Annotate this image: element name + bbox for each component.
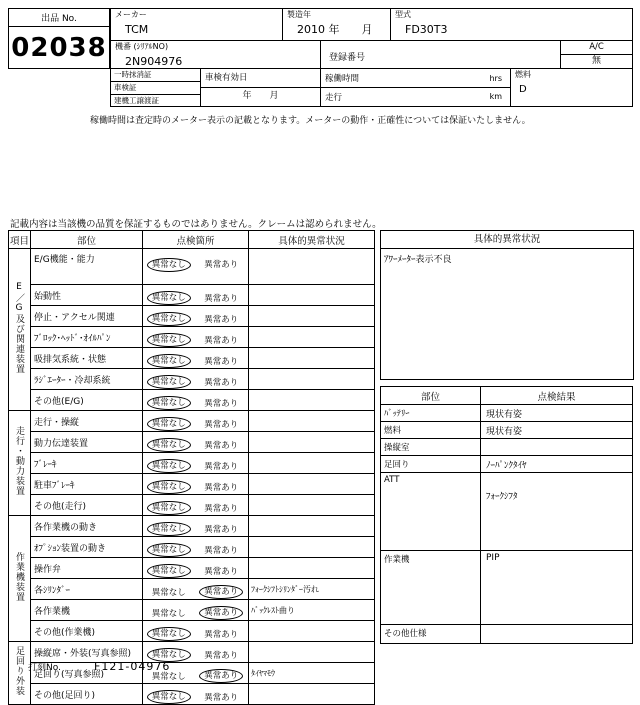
fuel-cell bbox=[511, 69, 633, 107]
ng-choice: 異常あり bbox=[204, 650, 239, 661]
category-text: 走行・動力装置 bbox=[14, 426, 24, 496]
choice-ok-cell bbox=[143, 249, 195, 285]
result-part-label: 燃料 bbox=[381, 422, 481, 439]
choice-ok-cell bbox=[143, 432, 195, 453]
choice-ng-cell bbox=[195, 348, 249, 369]
abnormality-note bbox=[249, 348, 375, 369]
abnormality-note: ﾌｫｰｸｼﾌﾄｼﾘﾝﾀﾞｰ汚れ bbox=[249, 579, 375, 600]
abnormality-note bbox=[249, 306, 375, 327]
inspection-row bbox=[9, 285, 375, 306]
ng-choice: 異常あり bbox=[199, 585, 243, 599]
choice-ng-cell bbox=[195, 642, 249, 663]
abnormality-note bbox=[249, 516, 375, 537]
abnormality-note bbox=[249, 411, 375, 432]
result-table bbox=[380, 386, 633, 644]
ng-choice: 異常あり bbox=[204, 314, 239, 325]
abnormality-note bbox=[249, 327, 375, 348]
result-row bbox=[381, 473, 633, 551]
choice-ng-cell bbox=[195, 621, 249, 642]
abnormality-detail-box bbox=[380, 230, 634, 380]
ng-choice: 異常あり bbox=[204, 503, 239, 514]
inspection-row bbox=[9, 558, 375, 579]
result-part-label: 操縦室 bbox=[381, 439, 481, 456]
inspection-row bbox=[9, 495, 375, 516]
choice-ok-cell bbox=[143, 390, 195, 411]
ok-choice: 異常なし bbox=[151, 608, 186, 619]
ng-choice: 異常あり bbox=[204, 377, 239, 388]
inspection-row bbox=[9, 453, 375, 474]
ng-choice: 異常あり bbox=[199, 606, 243, 620]
choice-ok-cell bbox=[143, 306, 195, 327]
result-part-label: ATT bbox=[381, 473, 481, 551]
result-header-row bbox=[381, 387, 633, 405]
ng-choice: 異常あり bbox=[204, 398, 239, 409]
ng-choice: 異常あり bbox=[204, 335, 239, 346]
ok-choice: 異常なし bbox=[147, 258, 191, 272]
ng-choice: 異常あり bbox=[204, 566, 239, 577]
ng-choice: 異常あり bbox=[204, 260, 239, 270]
hours-unit: hrs bbox=[489, 73, 502, 83]
part-label: ﾗｼﾞｴｰﾀｰ・冷却系統 bbox=[31, 369, 143, 390]
result-row bbox=[381, 422, 633, 439]
abnormality-detail-value: ｱﾜｰﾒｰﾀｰ表示不良 bbox=[384, 255, 452, 265]
ng-choice: 異常あり bbox=[204, 524, 239, 535]
ng-choice: 異常あり bbox=[204, 692, 239, 703]
choice-ng-cell bbox=[195, 558, 249, 579]
exhibit-no-label: 出品 No. bbox=[9, 9, 109, 27]
part-label: その他(走行) bbox=[31, 495, 143, 516]
inspection-row bbox=[9, 474, 375, 495]
choice-ok-cell bbox=[143, 600, 195, 621]
part-label: 各作業機の動き bbox=[31, 516, 143, 537]
part-label: 操縦席・外装(写真参照) bbox=[31, 642, 143, 663]
stamp-number-row bbox=[28, 655, 170, 674]
ng-choice: 異常あり bbox=[204, 356, 239, 367]
shaken-valid-label: 車検有効日 bbox=[201, 69, 320, 88]
exhibit-no-value: 02038 bbox=[11, 32, 107, 63]
choice-ng-cell bbox=[195, 453, 249, 474]
part-label: その他(E/G) bbox=[31, 390, 143, 411]
result-value: ﾌｫｰｸｼﾌﾀ bbox=[481, 473, 633, 551]
model-value: FD30T3 bbox=[405, 23, 448, 36]
abnormality-note bbox=[249, 474, 375, 495]
ok-choice: 異常なし bbox=[147, 354, 191, 368]
ng-choice: 異常あり bbox=[204, 461, 239, 472]
abnormality-note bbox=[249, 369, 375, 390]
choice-ng-cell bbox=[195, 285, 249, 306]
result-value bbox=[481, 625, 633, 644]
fuel-label: 燃料 bbox=[515, 70, 531, 79]
category-text: 足回り外装 bbox=[14, 646, 24, 696]
result-part-label: その他仕様 bbox=[381, 625, 481, 644]
part-label: 始動性 bbox=[31, 285, 143, 306]
result-row bbox=[381, 405, 633, 422]
abnormality-note bbox=[249, 432, 375, 453]
registration-label: 登録番号 bbox=[329, 53, 366, 63]
col-header-point: 点検箇所 bbox=[143, 231, 249, 249]
ok-choice: 異常なし bbox=[151, 587, 186, 598]
inspection-row bbox=[9, 369, 375, 390]
col-header-detail: 具体的異常状況 bbox=[249, 231, 375, 249]
ng-choice: 異常あり bbox=[204, 545, 239, 556]
result-value: 現状有姿 bbox=[481, 405, 633, 422]
choice-ok-cell bbox=[143, 516, 195, 537]
abnormality-detail-header: 具体的異常状況 bbox=[381, 231, 633, 249]
choice-ng-cell bbox=[195, 684, 249, 705]
category-label bbox=[9, 411, 31, 516]
serial-label: 機番 (ｼﾘｱﾙNO) bbox=[115, 42, 169, 51]
choice-ok-cell bbox=[143, 621, 195, 642]
maker-cell bbox=[111, 9, 283, 41]
doc-shaken-label: 車検証 bbox=[111, 82, 200, 95]
category-text: E／G及び関連装置 bbox=[14, 281, 24, 374]
model-cell bbox=[391, 9, 633, 41]
fuel-value: D bbox=[519, 84, 527, 95]
choice-ng-cell bbox=[195, 474, 249, 495]
maker-label: メーカー bbox=[115, 10, 147, 19]
ok-choice: 異常なし bbox=[147, 690, 191, 704]
part-label: E/G機能・能力 bbox=[31, 249, 143, 285]
ng-choice: 異常あり bbox=[204, 440, 239, 451]
choice-ng-cell bbox=[195, 600, 249, 621]
part-label: 駐車ﾌﾞﾚｰｷ bbox=[31, 474, 143, 495]
result-row bbox=[381, 551, 633, 625]
category-label bbox=[9, 249, 31, 411]
disclaimer-text: 記載内容は当該機の品質を保証するものではありません。クレームは認められません。 bbox=[10, 219, 382, 230]
abnormality-note bbox=[249, 453, 375, 474]
choice-ok-cell bbox=[143, 285, 195, 306]
shaken-valid-cell bbox=[201, 69, 321, 107]
ok-choice: 異常なし bbox=[147, 627, 191, 641]
doc-transfer-label: 建機工譲渡証 bbox=[114, 96, 159, 105]
documents-cell bbox=[111, 69, 201, 107]
choice-ok-cell bbox=[143, 348, 195, 369]
hours-label: 稼働時間 bbox=[325, 74, 360, 84]
part-label: 各作業機 bbox=[31, 600, 143, 621]
ng-choice: 異常あり bbox=[204, 482, 239, 493]
abnormality-note bbox=[249, 285, 375, 306]
abnormality-note bbox=[249, 390, 375, 411]
ng-choice: 異常あり bbox=[204, 629, 239, 640]
stamp-value: F121-04976 bbox=[94, 660, 171, 673]
inspection-row bbox=[9, 684, 375, 705]
result-part-label: 作業機 bbox=[381, 551, 481, 625]
meter-note: 稼働時間は査定時のメーター表示の記載となります。メーターの動作・正確性については保証いたしません。 bbox=[90, 116, 531, 126]
abnormality-note bbox=[249, 495, 375, 516]
ok-choice: 異常なし bbox=[147, 480, 191, 494]
inspection-row bbox=[9, 621, 375, 642]
ok-choice: 異常なし bbox=[147, 522, 191, 536]
inspection-row bbox=[9, 537, 375, 558]
inspection-row bbox=[9, 579, 375, 600]
hours-cell bbox=[321, 69, 511, 107]
inspection-row bbox=[9, 348, 375, 369]
choice-ng-cell bbox=[195, 432, 249, 453]
ac-label: A/C bbox=[561, 41, 632, 55]
result-col-result: 点検結果 bbox=[481, 387, 633, 405]
abnormality-note: ﾀｲﾔﾏﾓｳ bbox=[249, 663, 375, 684]
choice-ok-cell bbox=[143, 537, 195, 558]
ok-choice: 異常なし bbox=[147, 648, 191, 662]
mfg-year-cell bbox=[283, 9, 391, 41]
choice-ok-cell bbox=[143, 684, 195, 705]
category-label bbox=[9, 516, 31, 642]
exhibit-number-box bbox=[8, 8, 110, 69]
ac-value: 無 bbox=[591, 56, 601, 66]
inspection-row bbox=[9, 327, 375, 348]
inspection-header-row bbox=[9, 231, 375, 249]
abnormality-note bbox=[249, 249, 375, 285]
ac-cell bbox=[561, 41, 633, 69]
ok-choice: 異常なし bbox=[147, 543, 191, 557]
choice-ok-cell bbox=[143, 369, 195, 390]
choice-ok-cell bbox=[143, 474, 195, 495]
choice-ng-cell bbox=[195, 516, 249, 537]
part-label: ﾌﾞﾚｰｷ bbox=[31, 453, 143, 474]
inspection-row bbox=[9, 411, 375, 432]
abnormality-note: ﾊﾞｯｸﾚｽﾄ曲り bbox=[249, 600, 375, 621]
part-label: ｵﾌﾟｼｮﾝ装置の動き bbox=[31, 537, 143, 558]
maker-value: TCM bbox=[125, 23, 149, 36]
result-row bbox=[381, 625, 633, 644]
part-label: 足回り(写真参照) bbox=[31, 663, 143, 684]
inspection-row bbox=[9, 390, 375, 411]
result-part-label: 足回り bbox=[381, 456, 481, 473]
abnormality-note bbox=[249, 537, 375, 558]
model-label: 型式 bbox=[395, 10, 411, 19]
inspection-row bbox=[9, 516, 375, 537]
choice-ok-cell bbox=[143, 495, 195, 516]
part-label: 動力伝達装置 bbox=[31, 432, 143, 453]
serial-value: 2N904976 bbox=[125, 55, 183, 68]
inspection-table bbox=[8, 230, 375, 705]
stamp-label: 打刻No. bbox=[28, 663, 61, 673]
doc-temp-erasure-label: 一時抹消証 bbox=[111, 69, 200, 82]
ok-choice: 異常なし bbox=[147, 396, 191, 410]
header-table bbox=[110, 8, 633, 107]
mfg-year-label: 製造年 bbox=[287, 10, 311, 19]
part-label: 停止・アクセル関連 bbox=[31, 306, 143, 327]
choice-ok-cell bbox=[143, 453, 195, 474]
result-col-part: 部位 bbox=[381, 387, 481, 405]
result-part-label: ﾊﾞｯﾃﾘｰ bbox=[381, 405, 481, 422]
part-label: ﾌﾞﾛｯｸ･ﾍｯﾄﾞ･ｵｲﾙﾊﾟﾝ bbox=[31, 327, 143, 348]
ng-choice: 異常あり bbox=[204, 419, 239, 430]
result-value: 現状有姿 bbox=[481, 422, 633, 439]
ok-choice: 異常なし bbox=[147, 312, 191, 326]
col-header-item: 項目 bbox=[9, 231, 31, 249]
inspection-row bbox=[9, 306, 375, 327]
part-label: その他(作業機) bbox=[31, 621, 143, 642]
part-label: 操作弁 bbox=[31, 558, 143, 579]
result-value bbox=[481, 439, 633, 456]
part-label: その他(足回り) bbox=[31, 684, 143, 705]
ok-choice: 異常なし bbox=[147, 501, 191, 515]
choice-ng-cell bbox=[195, 327, 249, 348]
inspection-row bbox=[9, 432, 375, 453]
choice-ng-cell bbox=[195, 663, 249, 684]
ok-choice: 異常なし bbox=[147, 438, 191, 452]
run-unit: km bbox=[489, 92, 502, 101]
abnormality-note bbox=[249, 558, 375, 579]
choice-ng-cell bbox=[195, 390, 249, 411]
part-label: 各ｼﾘﾝﾀﾞｰ bbox=[31, 579, 143, 600]
ok-choice: 異常なし bbox=[151, 671, 186, 682]
col-header-part: 部位 bbox=[31, 231, 143, 249]
choice-ng-cell bbox=[195, 495, 249, 516]
abnormality-note bbox=[249, 684, 375, 705]
result-row bbox=[381, 456, 633, 473]
inspection-row bbox=[9, 600, 375, 621]
registration-cell bbox=[321, 41, 561, 69]
ok-choice: 異常なし bbox=[147, 375, 191, 389]
abnormality-note bbox=[249, 621, 375, 642]
ok-choice: 異常なし bbox=[147, 333, 191, 347]
choice-ng-cell bbox=[195, 369, 249, 390]
abnormality-note bbox=[249, 642, 375, 663]
choice-ng-cell bbox=[195, 411, 249, 432]
choice-ok-cell bbox=[143, 579, 195, 600]
inspection-row bbox=[9, 249, 375, 285]
result-row bbox=[381, 439, 633, 456]
category-text: 作業機装置 bbox=[14, 551, 24, 602]
mfg-year-value: 2010 年 月 bbox=[297, 23, 373, 36]
result-value: ﾉｰﾊﾟﾝｸﾀｲﾔ bbox=[481, 456, 633, 473]
ng-choice: 異常あり bbox=[204, 293, 239, 304]
ok-choice: 異常なし bbox=[147, 564, 191, 578]
choice-ng-cell bbox=[195, 579, 249, 600]
ng-choice: 異常あり bbox=[199, 669, 243, 683]
ok-choice: 異常なし bbox=[147, 417, 191, 431]
part-label: 吸排気系統・状態 bbox=[31, 348, 143, 369]
result-value: PIP bbox=[481, 551, 633, 625]
run-label: 走行 bbox=[325, 92, 343, 103]
choice-ng-cell bbox=[195, 306, 249, 327]
serial-cell bbox=[111, 41, 321, 69]
ok-choice: 異常なし bbox=[147, 459, 191, 473]
choice-ok-cell bbox=[143, 327, 195, 348]
choice-ng-cell bbox=[195, 537, 249, 558]
choice-ok-cell bbox=[143, 411, 195, 432]
choice-ng-cell bbox=[195, 249, 249, 285]
choice-ok-cell bbox=[143, 558, 195, 579]
part-label: 走行・操縦 bbox=[31, 411, 143, 432]
shaken-valid-value: 年 月 bbox=[242, 91, 279, 101]
ok-choice: 異常なし bbox=[147, 291, 191, 305]
